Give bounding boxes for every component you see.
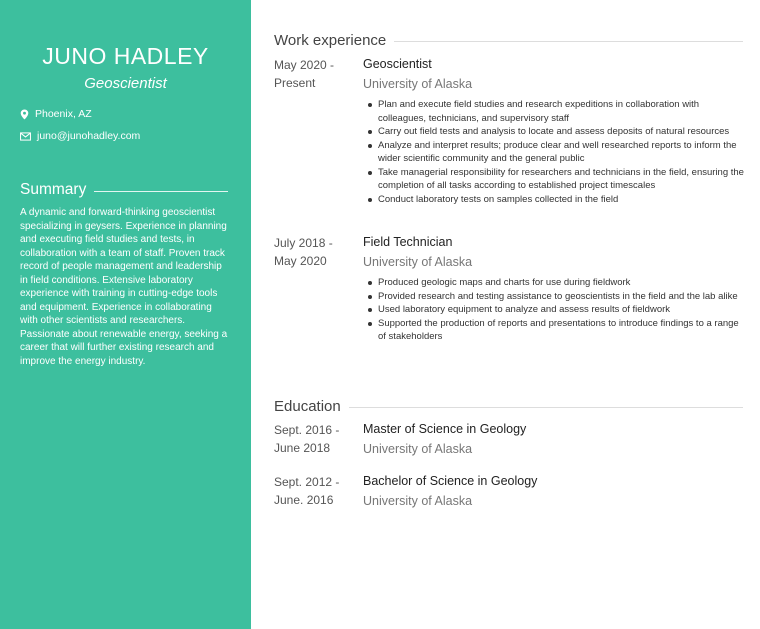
job-duties <box>363 276 744 344</box>
education-date-end: June 2018 <box>274 440 331 455</box>
email-link[interactable]: juno@junohadley.com <box>37 130 141 142</box>
sidebar <box>0 0 251 629</box>
education-institution: University of Alaska <box>363 494 473 508</box>
job-organization: University of Alaska <box>363 255 473 269</box>
education-degree: Bachelor of Science in Geology <box>363 474 538 488</box>
education-degree: Master of Science in Geology <box>363 422 527 436</box>
education-date-start: Sept. 2016 - <box>274 423 340 437</box>
candidate-title: Geoscientist <box>84 75 167 92</box>
work-heading-text: Work experience <box>274 32 387 49</box>
location-text: Phoenix, AZ <box>35 108 92 120</box>
job-date-start: July 2018 - <box>274 236 333 250</box>
summary-divider <box>94 191 228 192</box>
job-duty: Provided research and testing assistance to geoscientists in the field and the lab alike <box>363 290 744 304</box>
summary-text: A dynamic and forward-thinking geoscientist specializing in geysers. Experience in planning and executing field studies and tests, in collaboration with a team of staff. Proven track record of people management and leadership in field conditions. Extensive laboratory experience with training in cutting-edge tools and equipment. Experience in collaborating with other scientists and researchers. Passionate about renewable energy, seeking a career that will further existing research and improve the energy industry. <box>20 207 228 367</box>
job-duty: Produced geologic maps and charts for use during fieldwork <box>363 276 744 290</box>
job-duty: Take managerial responsibility for researchers and technicians in the field, ensuring the completion of all tasks according to established project timescales <box>363 166 744 193</box>
job-role: Geoscientist <box>363 57 432 71</box>
job-duty: Plan and execute field studies and research expeditions in collaboration with colleagues, technicians, and supervisory staff <box>363 98 744 125</box>
candidate-name: JUNO HADLEY <box>42 43 209 69</box>
education-date-start: Sept. 2012 - <box>274 475 340 489</box>
education-divider <box>349 407 743 408</box>
job-organization: University of Alaska <box>363 77 473 91</box>
job-duty: Carry out field tests and analysis to locate and assess deposits of natural resources <box>363 125 744 139</box>
education-dates <box>274 474 354 509</box>
education-heading <box>274 398 743 415</box>
map-pin-icon <box>20 109 29 120</box>
summary-heading <box>20 181 228 199</box>
job-date-end: May 2020 <box>274 253 327 268</box>
job-dates <box>274 235 354 270</box>
job-date-end: Present <box>274 75 316 90</box>
education-heading-text: Education <box>274 398 341 415</box>
job-dates <box>274 57 354 92</box>
education-date-end: June. 2016 <box>274 492 334 507</box>
education-dates <box>274 422 354 457</box>
job-date-start: May 2020 - <box>274 58 335 72</box>
work-heading <box>274 32 743 49</box>
work-divider <box>394 41 743 42</box>
job-duties <box>363 98 744 206</box>
job-role: Field Technician <box>363 235 453 249</box>
contact-email[interactable] <box>20 130 140 142</box>
job-duty: Used laboratory equipment to analyze and assess results of fieldwork <box>363 303 744 317</box>
contact-location <box>20 108 92 120</box>
job-duty: Supported the production of reports and presentations to introduce findings to a range of stakeholders <box>363 317 744 344</box>
envelope-icon <box>20 132 31 141</box>
summary-heading-text: Summary <box>20 181 87 198</box>
education-institution: University of Alaska <box>363 442 473 456</box>
job-duty: Analyze and interpret results; produce clear and well researched reports to inform the wider scientific community and the general public <box>363 139 744 166</box>
job-duty: Conduct laboratory tests on samples collected in the field <box>363 193 744 207</box>
